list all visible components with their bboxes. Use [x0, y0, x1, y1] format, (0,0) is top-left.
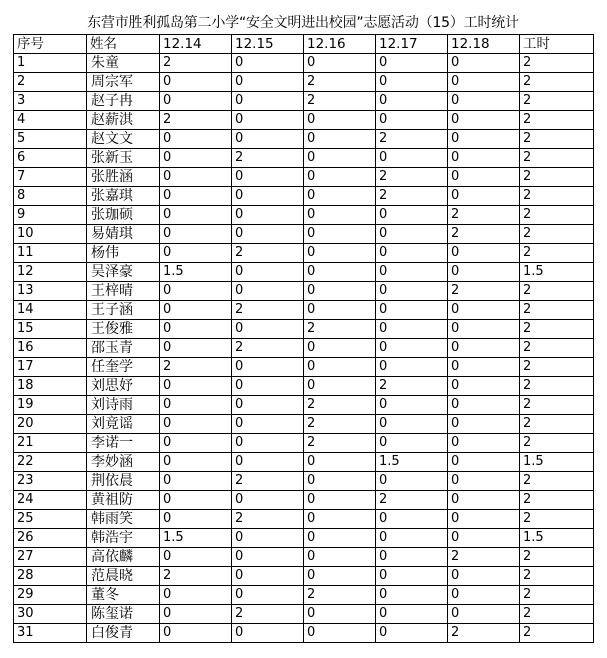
cell-12-15[interactable]: 0	[232, 92, 304, 111]
cell-hours[interactable]: 2	[520, 586, 594, 605]
cell-12-17[interactable]: 2	[376, 187, 448, 206]
cell-12-14[interactable]: 0	[160, 396, 232, 415]
cell-index[interactable]: 30	[14, 605, 87, 624]
cell-12-14[interactable]: 0	[160, 225, 232, 244]
header-hours[interactable]: 工时	[520, 35, 594, 54]
cell-index[interactable]: 6	[14, 149, 87, 168]
cell-hours[interactable]: 2	[520, 282, 594, 301]
cell-hours[interactable]: 1.5	[520, 263, 594, 282]
cell-12-16[interactable]: 0	[304, 244, 376, 263]
cell-12-16[interactable]: 0	[304, 206, 376, 225]
cell-12-17[interactable]: 0	[376, 339, 448, 358]
cell-12-18[interactable]: 0	[448, 130, 520, 149]
cell-index[interactable]: 27	[14, 548, 87, 567]
cell-index[interactable]: 5	[14, 130, 87, 149]
cell-name[interactable]: 李妙涵	[87, 453, 160, 472]
cell-12-15[interactable]: 0	[232, 567, 304, 586]
cell-hours[interactable]: 2	[520, 168, 594, 187]
cell-12-14[interactable]: 0	[160, 130, 232, 149]
cell-name[interactable]: 张胜涵	[87, 168, 160, 187]
cell-12-18[interactable]: 0	[448, 339, 520, 358]
cell-12-14[interactable]: 0	[160, 453, 232, 472]
cell-12-14[interactable]: 0	[160, 92, 232, 111]
table-row	[14, 282, 594, 301]
cell-index[interactable]: 10	[14, 225, 87, 244]
cell-name[interactable]: 董冬	[87, 586, 160, 605]
cell-hours[interactable]: 2	[520, 301, 594, 320]
table-row	[14, 149, 594, 168]
cell-hours[interactable]: 2	[520, 377, 594, 396]
cell-12-14[interactable]: 0	[160, 168, 232, 187]
cell-12-17[interactable]: 1.5	[376, 453, 448, 472]
cell-name[interactable]: 杨伟	[87, 244, 160, 263]
cell-12-14[interactable]: 0	[160, 510, 232, 529]
table-row	[14, 73, 594, 92]
cell-12-16[interactable]: 0	[304, 111, 376, 130]
cell-12-17[interactable]: 0	[376, 149, 448, 168]
cell-12-15[interactable]: 0	[232, 187, 304, 206]
cell-12-18[interactable]: 0	[448, 111, 520, 130]
table-row	[14, 263, 594, 282]
cell-hours[interactable]: 2	[520, 54, 594, 73]
cell-12-16[interactable]: 2	[304, 415, 376, 434]
header-row	[14, 35, 594, 54]
cell-12-14[interactable]: 0	[160, 472, 232, 491]
cell-hours[interactable]: 2	[520, 92, 594, 111]
cell-12-17[interactable]: 0	[376, 472, 448, 491]
cell-12-14[interactable]: 0	[160, 491, 232, 510]
table-row	[14, 54, 594, 73]
table-row	[14, 472, 594, 491]
cell-12-15[interactable]: 0	[232, 529, 304, 548]
cell-12-18[interactable]: 0	[448, 320, 520, 339]
table-row	[14, 206, 594, 225]
header-date-1215[interactable]: 12.15	[232, 35, 304, 54]
table-row	[14, 624, 594, 643]
table-row	[14, 244, 594, 263]
cell-12-15[interactable]: 2	[232, 472, 304, 491]
cell-name[interactable]: 赵薪淇	[87, 111, 160, 130]
cell-12-18[interactable]: 0	[448, 244, 520, 263]
cell-index[interactable]: 4	[14, 111, 87, 130]
cell-index[interactable]: 17	[14, 358, 87, 377]
cell-12-15[interactable]: 0	[232, 282, 304, 301]
cell-12-16[interactable]: 0	[304, 510, 376, 529]
cell-12-15[interactable]: 0	[232, 434, 304, 453]
cell-12-16[interactable]: 0	[304, 263, 376, 282]
cell-12-17[interactable]: 0	[376, 92, 448, 111]
cell-12-14[interactable]: 0	[160, 282, 232, 301]
cell-12-16[interactable]: 2	[304, 586, 376, 605]
cell-12-15[interactable]: 0	[232, 225, 304, 244]
cell-hours[interactable]: 2	[520, 206, 594, 225]
cell-12-16[interactable]: 0	[304, 339, 376, 358]
cell-hours[interactable]: 2	[520, 567, 594, 586]
cell-12-14[interactable]: 0	[160, 548, 232, 567]
cell-12-17[interactable]: 0	[376, 605, 448, 624]
cell-12-17[interactable]: 0	[376, 73, 448, 92]
cell-index[interactable]: 15	[14, 320, 87, 339]
table-row	[14, 491, 594, 510]
cell-12-18[interactable]: 0	[448, 434, 520, 453]
cell-index[interactable]: 14	[14, 301, 87, 320]
cell-name[interactable]: 张嘉琪	[87, 187, 160, 206]
cell-12-16[interactable]: 0	[304, 168, 376, 187]
cell-12-14[interactable]: 2	[160, 111, 232, 130]
cell-12-16[interactable]: 0	[304, 301, 376, 320]
cell-index[interactable]: 16	[14, 339, 87, 358]
cell-12-14[interactable]: 2	[160, 358, 232, 377]
cell-12-15[interactable]: 2	[232, 339, 304, 358]
cell-12-14[interactable]: 1.5	[160, 263, 232, 282]
cell-hours[interactable]: 2	[520, 491, 594, 510]
cell-index[interactable]: 1	[14, 54, 87, 73]
cell-hours[interactable]: 2	[520, 396, 594, 415]
table-row	[14, 130, 594, 149]
cell-12-17[interactable]: 0	[376, 225, 448, 244]
cell-12-17[interactable]: 0	[376, 111, 448, 130]
cell-12-18[interactable]: 0	[448, 358, 520, 377]
cell-name[interactable]: 韩雨笑	[87, 510, 160, 529]
cell-12-15[interactable]: 0	[232, 111, 304, 130]
cell-12-15[interactable]: 0	[232, 358, 304, 377]
table-row	[14, 529, 594, 548]
cell-12-14[interactable]: 0	[160, 415, 232, 434]
cell-index[interactable]: 31	[14, 624, 87, 643]
cell-12-18[interactable]: 0	[448, 491, 520, 510]
cell-12-16[interactable]: 0	[304, 453, 376, 472]
cell-hours[interactable]: 2	[520, 111, 594, 130]
cell-12-17[interactable]: 0	[376, 567, 448, 586]
header-date-1218[interactable]: 12.18	[448, 35, 520, 54]
cell-12-17[interactable]: 0	[376, 415, 448, 434]
cell-index[interactable]: 9	[14, 206, 87, 225]
cell-name[interactable]: 周宗军	[87, 73, 160, 92]
table-row	[14, 548, 594, 567]
cell-index[interactable]: 12	[14, 263, 87, 282]
cell-name[interactable]: 吴泽豪	[87, 263, 160, 282]
cell-12-15[interactable]: 0	[232, 320, 304, 339]
table-row	[14, 377, 594, 396]
cell-12-15[interactable]: 0	[232, 586, 304, 605]
cell-index[interactable]: 13	[14, 282, 87, 301]
cell-index[interactable]: 26	[14, 529, 87, 548]
cell-12-14[interactable]: 0	[160, 339, 232, 358]
table-row	[14, 567, 594, 586]
cell-12-14[interactable]: 0	[160, 434, 232, 453]
cell-index[interactable]: 2	[14, 73, 87, 92]
cell-12-17[interactable]: 0	[376, 358, 448, 377]
cell-12-16[interactable]: 0	[304, 358, 376, 377]
cell-hours[interactable]: 2	[520, 434, 594, 453]
cell-name[interactable]: 邵玉青	[87, 339, 160, 358]
cell-12-18[interactable]: 0	[448, 187, 520, 206]
cell-name[interactable]: 刘诗雨	[87, 396, 160, 415]
cell-12-17[interactable]: 2	[376, 168, 448, 187]
cell-12-14[interactable]: 0	[160, 187, 232, 206]
worktime-table	[13, 34, 594, 643]
cell-12-16[interactable]: 2	[304, 434, 376, 453]
cell-12-16[interactable]: 0	[304, 130, 376, 149]
cell-12-15[interactable]: 0	[232, 130, 304, 149]
cell-index[interactable]: 28	[14, 567, 87, 586]
cell-12-16[interactable]: 0	[304, 472, 376, 491]
table-row	[14, 320, 594, 339]
table-row	[14, 168, 594, 187]
cell-12-17[interactable]: 0	[376, 586, 448, 605]
cell-index[interactable]: 21	[14, 434, 87, 453]
sheet-title: 东营市胜利孤岛第二小学“安全文明进出校园”志愿活动（15）工时统计	[87, 15, 519, 31]
cell-name[interactable]: 韩浩宇	[87, 529, 160, 548]
cell-name[interactable]: 易婧琪	[87, 225, 160, 244]
cell-12-16[interactable]: 0	[304, 605, 376, 624]
cell-12-16[interactable]: 2	[304, 396, 376, 415]
cell-12-15[interactable]: 0	[232, 54, 304, 73]
cell-12-18[interactable]: 0	[448, 149, 520, 168]
cell-12-18[interactable]: 0	[448, 586, 520, 605]
table-row	[14, 301, 594, 320]
cell-hours[interactable]: 2	[520, 605, 594, 624]
cell-name[interactable]: 刘思妤	[87, 377, 160, 396]
table-row	[14, 605, 594, 624]
cell-12-17[interactable]: 0	[376, 320, 448, 339]
cell-name[interactable]: 李诺一	[87, 434, 160, 453]
cell-12-16[interactable]: 0	[304, 225, 376, 244]
cell-index[interactable]: 18	[14, 377, 87, 396]
table-row	[14, 510, 594, 529]
cell-12-14[interactable]: 0	[160, 206, 232, 225]
header-date-1217[interactable]: 12.17	[376, 35, 448, 54]
cell-12-16[interactable]: 0	[304, 187, 376, 206]
cell-name[interactable]: 任奎学	[87, 358, 160, 377]
cell-hours[interactable]: 2	[520, 187, 594, 206]
cell-index[interactable]: 19	[14, 396, 87, 415]
table-row	[14, 358, 594, 377]
cell-12-17[interactable]: 0	[376, 244, 448, 263]
cell-hours[interactable]: 1.5	[520, 453, 594, 472]
cell-name[interactable]: 赵子冉	[87, 92, 160, 111]
cell-name[interactable]: 张珈硕	[87, 206, 160, 225]
cell-hours[interactable]: 2	[520, 320, 594, 339]
cell-12-17[interactable]: 0	[376, 548, 448, 567]
cell-12-15[interactable]: 2	[232, 301, 304, 320]
cell-name[interactable]: 朱童	[87, 54, 160, 73]
cell-12-18[interactable]: 0	[448, 54, 520, 73]
cell-12-18[interactable]: 0	[448, 529, 520, 548]
cell-12-16[interactable]: 2	[304, 92, 376, 111]
cell-12-16[interactable]: 2	[304, 320, 376, 339]
cell-12-15[interactable]: 0	[232, 168, 304, 187]
cell-12-16[interactable]: 0	[304, 377, 376, 396]
cell-12-15[interactable]: 0	[232, 491, 304, 510]
cell-name[interactable]: 范晨晓	[87, 567, 160, 586]
cell-hours[interactable]: 2	[520, 624, 594, 643]
cell-12-17[interactable]: 0	[376, 396, 448, 415]
cell-index[interactable]: 11	[14, 244, 87, 263]
cell-12-17[interactable]: 2	[376, 491, 448, 510]
cell-name[interactable]: 黄祖防	[87, 491, 160, 510]
cell-12-18[interactable]: 0	[448, 92, 520, 111]
cell-12-17[interactable]: 0	[376, 263, 448, 282]
table-row	[14, 396, 594, 415]
cell-12-18[interactable]: 0	[448, 73, 520, 92]
cell-name[interactable]: 王俊雅	[87, 320, 160, 339]
cell-12-15[interactable]: 0	[232, 263, 304, 282]
table-row	[14, 225, 594, 244]
cell-name[interactable]: 张新玉	[87, 149, 160, 168]
cell-12-18[interactable]: 0	[448, 396, 520, 415]
cell-index[interactable]: 8	[14, 187, 87, 206]
cell-12-17[interactable]: 0	[376, 282, 448, 301]
cell-12-14[interactable]: 0	[160, 624, 232, 643]
table-row	[14, 415, 594, 434]
cell-12-15[interactable]: 2	[232, 510, 304, 529]
table-row	[14, 339, 594, 358]
cell-12-15[interactable]: 0	[232, 206, 304, 225]
table-row	[14, 92, 594, 111]
cell-12-14[interactable]: 0	[160, 377, 232, 396]
cell-name[interactable]: 赵文文	[87, 130, 160, 149]
cell-name[interactable]: 白俊青	[87, 624, 160, 643]
cell-12-15[interactable]: 0	[232, 377, 304, 396]
cell-12-17[interactable]: 0	[376, 54, 448, 73]
cell-12-15[interactable]: 2	[232, 605, 304, 624]
cell-index[interactable]: 23	[14, 472, 87, 491]
cell-12-18[interactable]: 2	[448, 624, 520, 643]
cell-hours[interactable]: 2	[520, 358, 594, 377]
header-index[interactable]: 序号	[14, 35, 87, 54]
cell-12-14[interactable]: 0	[160, 149, 232, 168]
cell-hours[interactable]: 1.5	[520, 529, 594, 548]
cell-hours[interactable]: 2	[520, 73, 594, 92]
cell-12-18[interactable]: 2	[448, 548, 520, 567]
cell-hours[interactable]: 2	[520, 149, 594, 168]
table-row	[14, 434, 594, 453]
cell-12-15[interactable]: 2	[232, 149, 304, 168]
cell-12-18[interactable]: 0	[448, 168, 520, 187]
cell-12-18[interactable]: 0	[448, 301, 520, 320]
cell-12-17[interactable]: 2	[376, 377, 448, 396]
header-date-1216[interactable]: 12.16	[304, 35, 376, 54]
cell-hours[interactable]: 2	[520, 548, 594, 567]
cell-12-15[interactable]: 0	[232, 396, 304, 415]
cell-index[interactable]: 29	[14, 586, 87, 605]
cell-12-14[interactable]: 0	[160, 320, 232, 339]
cell-name[interactable]: 荆依晨	[87, 472, 160, 491]
cell-index[interactable]: 25	[14, 510, 87, 529]
cell-12-17[interactable]: 0	[376, 434, 448, 453]
cell-12-18[interactable]: 0	[448, 415, 520, 434]
cell-12-16[interactable]: 0	[304, 491, 376, 510]
cell-12-18[interactable]: 0	[448, 605, 520, 624]
cell-12-18[interactable]: 0	[448, 377, 520, 396]
header-date-1214[interactable]: 12.14	[160, 35, 232, 54]
cell-12-16[interactable]: 0	[304, 149, 376, 168]
cell-12-15[interactable]: 0	[232, 548, 304, 567]
cell-hours[interactable]: 2	[520, 472, 594, 491]
cell-index[interactable]: 3	[14, 92, 87, 111]
cell-12-18[interactable]: 2	[448, 206, 520, 225]
cell-12-15[interactable]: 0	[232, 453, 304, 472]
cell-12-14[interactable]: 0	[160, 244, 232, 263]
cell-12-18[interactable]: 0	[448, 567, 520, 586]
cell-index[interactable]: 7	[14, 168, 87, 187]
cell-12-17[interactable]: 0	[376, 624, 448, 643]
cell-name[interactable]: 陈玺诺	[87, 605, 160, 624]
cell-12-16[interactable]: 2	[304, 73, 376, 92]
cell-12-18[interactable]: 2	[448, 282, 520, 301]
cell-12-18[interactable]: 0	[448, 453, 520, 472]
cell-12-14[interactable]: 0	[160, 586, 232, 605]
cell-hours[interactable]: 2	[520, 244, 594, 263]
cell-12-17[interactable]: 0	[376, 301, 448, 320]
cell-12-14[interactable]: 2	[160, 567, 232, 586]
cell-12-14[interactable]: 1.5	[160, 529, 232, 548]
cell-12-18[interactable]: 0	[448, 472, 520, 491]
cell-12-17[interactable]: 0	[376, 206, 448, 225]
cell-12-16[interactable]: 0	[304, 624, 376, 643]
cell-index[interactable]: 22	[14, 453, 87, 472]
table-row	[14, 187, 594, 206]
cell-12-17[interactable]: 0	[376, 529, 448, 548]
cell-index[interactable]: 24	[14, 491, 87, 510]
cell-hours[interactable]: 2	[520, 130, 594, 149]
cell-hours[interactable]: 2	[520, 339, 594, 358]
cell-12-18[interactable]: 2	[448, 225, 520, 244]
cell-name[interactable]: 王梓晴	[87, 282, 160, 301]
cell-12-15[interactable]: 0	[232, 624, 304, 643]
table-row	[14, 586, 594, 605]
cell-hours[interactable]: 2	[520, 225, 594, 244]
cell-12-15[interactable]: 0	[232, 73, 304, 92]
header-name[interactable]: 姓名	[87, 35, 160, 54]
cell-12-16[interactable]: 0	[304, 54, 376, 73]
cell-12-16[interactable]: 0	[304, 567, 376, 586]
cell-12-16[interactable]: 0	[304, 282, 376, 301]
cell-12-15[interactable]: 2	[232, 244, 304, 263]
cell-index[interactable]: 20	[14, 415, 87, 434]
cell-12-16[interactable]: 0	[304, 548, 376, 567]
cell-12-18[interactable]: 0	[448, 510, 520, 529]
cell-12-15[interactable]: 0	[232, 415, 304, 434]
table-row	[14, 111, 594, 130]
cell-name[interactable]: 高依麟	[87, 548, 160, 567]
cell-12-17[interactable]: 2	[376, 130, 448, 149]
cell-12-17[interactable]: 0	[376, 510, 448, 529]
cell-12-16[interactable]: 0	[304, 529, 376, 548]
cell-hours[interactable]: 2	[520, 415, 594, 434]
cell-name[interactable]: 王子涵	[87, 301, 160, 320]
cell-12-14[interactable]: 0	[160, 301, 232, 320]
cell-12-18[interactable]: 0	[448, 263, 520, 282]
cell-12-14[interactable]: 2	[160, 54, 232, 73]
cell-name[interactable]: 刘竟谣	[87, 415, 160, 434]
cell-hours[interactable]: 2	[520, 510, 594, 529]
cell-12-14[interactable]: 0	[160, 605, 232, 624]
table-row	[14, 453, 594, 472]
cell-12-14[interactable]: 0	[160, 73, 232, 92]
spreadsheet	[13, 13, 593, 643]
